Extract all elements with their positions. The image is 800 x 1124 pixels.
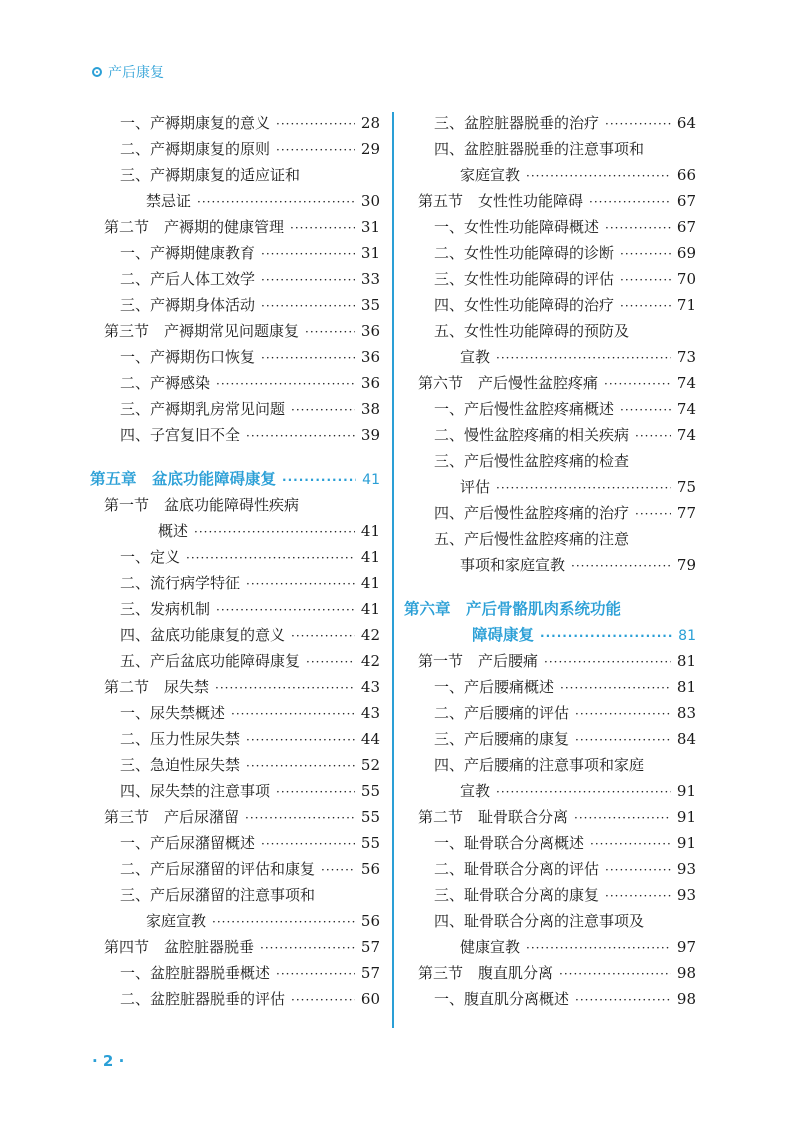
toc-entry-title: 第六节 产后慢性盆腔疼痛 — [418, 374, 599, 392]
toc-entry-title: 概述 — [158, 522, 189, 540]
toc-entry[interactable] — [90, 856, 380, 882]
toc-page-number: 43 — [360, 678, 380, 696]
toc-page-number: 36 — [360, 322, 380, 340]
toc-page-number: 41 — [360, 522, 380, 540]
toc-entry[interactable] — [90, 934, 380, 960]
toc-entry-title: 三、女性性功能障碍的评估 — [434, 270, 615, 288]
dot-leader — [305, 319, 355, 345]
section-gap — [404, 578, 696, 596]
toc-entry-title: 健康宣教 — [460, 938, 521, 956]
toc-entry-title: 家庭宣教 — [460, 166, 521, 184]
dot-leader — [496, 475, 671, 501]
toc-entry-title: 三、产褥期乳房常见问题 — [120, 400, 286, 418]
toc-entry-title: 三、产后尿潴留的注意事项和 — [120, 886, 316, 904]
toc-page-number: 36 — [360, 348, 380, 366]
toc-entry-title: 禁忌证 — [146, 192, 192, 210]
dot-leader — [246, 423, 355, 449]
dot-leader — [559, 961, 671, 987]
toc-entry-title: 一、产褥期康复的意义 — [120, 114, 271, 132]
dot-leader — [605, 857, 671, 883]
toc-entry[interactable] — [404, 188, 696, 214]
toc-entry[interactable] — [90, 622, 380, 648]
dot-leader — [261, 293, 355, 319]
toc-entry-title: 二、压力性尿失禁 — [120, 730, 241, 748]
toc-entry-title: 二、产后腰痛的评估 — [434, 704, 570, 722]
toc-entry-title: 一、产后尿潴留概述 — [120, 834, 256, 852]
toc-entry-title: 第一节 产后腰痛 — [418, 652, 539, 670]
toc-page-number: 44 — [360, 730, 380, 748]
toc-entry[interactable] — [90, 136, 380, 162]
toc-entry[interactable] — [404, 934, 696, 960]
toc-page-number: 83 — [676, 704, 696, 722]
toc-entry-title: 三、产后慢性盆腔疼痛的检查 — [434, 452, 630, 470]
toc-entry[interactable] — [90, 726, 380, 752]
toc-page-number: 41 — [362, 472, 380, 488]
toc-page-number: 36 — [360, 374, 380, 392]
toc-entry-title: 第五章 盆底功能障碍康复 — [90, 470, 277, 488]
dot-leader — [231, 701, 355, 727]
toc-entry[interactable] — [90, 240, 380, 266]
toc-entry[interactable] — [404, 110, 696, 136]
toc-entry-title: 一、女性性功能障碍概述 — [434, 218, 600, 236]
toc-entry[interactable] — [404, 830, 696, 856]
toc-page-number: 81 — [676, 652, 696, 670]
toc-entry-title: 四、盆腔脏器脱垂的注意事项和 — [434, 140, 645, 158]
toc-entry-title: 四、产后慢性盆腔疼痛的治疗 — [434, 504, 630, 522]
toc-chapter-entry[interactable] — [404, 596, 696, 622]
toc-entry[interactable] — [404, 526, 696, 552]
dot-leader — [620, 397, 671, 423]
toc-page-number: 29 — [360, 140, 380, 158]
toc-entry-title: 第二节 产褥期的健康管理 — [104, 218, 285, 236]
toc-page-number: 84 — [676, 730, 696, 748]
toc-entry-title: 四、子宫复旧不全 — [120, 426, 241, 444]
page-number: · 2 · — [92, 1052, 125, 1070]
dot-leader — [261, 241, 355, 267]
dot-leader — [212, 909, 355, 935]
toc-page-number: 75 — [676, 478, 696, 496]
dot-leader — [605, 883, 671, 909]
dot-leader — [574, 805, 671, 831]
dot-leader — [575, 701, 671, 727]
toc-entry-title: 第一节 盆底功能障碍性疾病 — [104, 496, 300, 514]
toc-entry[interactable] — [90, 778, 380, 804]
dot-leader — [276, 779, 355, 805]
toc-entry-title: 二、产褥期康复的原则 — [120, 140, 271, 158]
dot-leader — [246, 571, 355, 597]
toc-entry[interactable] — [90, 570, 380, 596]
dot-leader — [197, 189, 355, 215]
toc-entry-title: 三、产后腰痛的康复 — [434, 730, 570, 748]
toc-entry-title: 第三节 产后尿潴留 — [104, 808, 240, 826]
dot-leader — [261, 267, 355, 293]
toc-chapter-entry[interactable] — [404, 622, 696, 648]
toc-entry[interactable] — [404, 752, 696, 778]
dot-leader — [575, 727, 671, 753]
toc-page-number: 98 — [676, 990, 696, 1008]
dot-leader — [246, 727, 355, 753]
dot-leader — [526, 935, 671, 961]
toc-entry-title: 三、急迫性尿失禁 — [120, 756, 241, 774]
toc-entry-title: 二、耻骨联合分离的评估 — [434, 860, 600, 878]
toc-entry-title: 四、盆底功能康复的意义 — [120, 626, 286, 644]
section-gap — [90, 448, 380, 466]
toc-entry[interactable] — [404, 500, 696, 526]
toc-entry-title: 一、定义 — [120, 548, 181, 566]
toc-entry-title: 一、盆腔脏器脱垂概述 — [120, 964, 271, 982]
toc-page-number: 55 — [360, 782, 380, 800]
toc-page-number: 35 — [360, 296, 380, 314]
toc-entry-title: 三、产褥期身体活动 — [120, 296, 256, 314]
toc-entry[interactable] — [404, 882, 696, 908]
toc-page-number: 77 — [676, 504, 696, 522]
toc-page-number: 74 — [676, 426, 696, 444]
toc-entry[interactable] — [90, 752, 380, 778]
toc-entry-title: 家庭宣教 — [146, 912, 207, 930]
toc-entry[interactable] — [404, 856, 696, 882]
toc-entry[interactable] — [90, 908, 380, 934]
toc-entry-title: 三、产褥期康复的适应证和 — [120, 166, 301, 184]
dot-leader — [246, 753, 355, 779]
toc-page-number: 64 — [676, 114, 696, 132]
toc-page-number: 41 — [360, 548, 380, 566]
toc-page-number: 56 — [360, 860, 380, 878]
toc-entry-title: 一、产后腰痛概述 — [434, 678, 555, 696]
toc-page-number: 57 — [360, 938, 380, 956]
toc-page-number: 97 — [676, 938, 696, 956]
dot-leader — [496, 345, 671, 371]
toc-entry[interactable] — [90, 492, 380, 518]
toc-entry[interactable] — [90, 804, 380, 830]
toc-entry-title: 第三节 腹直肌分离 — [418, 964, 554, 982]
running-header — [92, 62, 164, 82]
toc-page-number: 67 — [676, 218, 696, 236]
dot-leader — [306, 649, 355, 675]
toc-entry-title: 二、女性性功能障碍的诊断 — [434, 244, 615, 262]
dot-leader — [291, 987, 355, 1013]
dot-leader — [261, 831, 355, 857]
toc-entry[interactable] — [90, 344, 380, 370]
toc-page-number: 67 — [676, 192, 696, 210]
dot-leader — [276, 137, 355, 163]
dot-leader — [575, 987, 671, 1013]
toc-entry[interactable] — [404, 674, 696, 700]
toc-page-number: 41 — [360, 600, 380, 618]
toc-page-number: 93 — [676, 886, 696, 904]
toc-entry[interactable] — [404, 804, 696, 830]
toc-page-number: 31 — [360, 218, 380, 236]
toc-entry-title: 一、尿失禁概述 — [120, 704, 226, 722]
toc-entry-title: 二、流行病学特征 — [120, 574, 241, 592]
toc-entry-title: 宣教 — [460, 782, 491, 800]
toc-entry-title: 第二节 尿失禁 — [104, 678, 210, 696]
toc-entry-title: 二、产后尿潴留的评估和康复 — [120, 860, 316, 878]
toc-entry-title: 五、女性性功能障碍的预防及 — [434, 322, 630, 340]
toc-entry-title: 四、耻骨联合分离的注意事项及 — [434, 912, 645, 930]
dot-leader — [216, 597, 355, 623]
toc-page-number: 81 — [678, 628, 696, 644]
header-title: 产后康复 — [108, 65, 164, 81]
toc-chapter-entry[interactable] — [90, 466, 380, 492]
toc-entry-title: 第三节 产褥期常见问题康复 — [104, 322, 300, 340]
dot-leader — [276, 111, 355, 137]
toc-entry-title: 四、尿失禁的注意事项 — [120, 782, 271, 800]
dot-leader — [282, 467, 356, 493]
toc-entry[interactable] — [90, 318, 380, 344]
toc-entry[interactable] — [90, 188, 380, 214]
toc-page-number: 70 — [676, 270, 696, 288]
toc-page-number: 43 — [360, 704, 380, 722]
toc-entry[interactable] — [90, 422, 380, 448]
toc-entry[interactable] — [404, 162, 696, 188]
toc-entry-title: 五、产后慢性盆腔疼痛的注意 — [434, 530, 630, 548]
dot-leader — [544, 649, 671, 675]
toc-entry-title: 四、产后腰痛的注意事项和家庭 — [434, 756, 645, 774]
toc-page-number: 31 — [360, 244, 380, 262]
toc-page-number: 52 — [360, 756, 380, 774]
toc-entry-title: 二、产褥感染 — [120, 374, 211, 392]
toc-entry[interactable] — [90, 396, 380, 422]
toc-page-number: 74 — [676, 374, 696, 392]
dot-leader — [290, 215, 355, 241]
dot-leader — [194, 519, 355, 545]
toc-page-number: 73 — [676, 348, 696, 366]
toc-page-number: 56 — [360, 912, 380, 930]
toc-page-number: 93 — [676, 860, 696, 878]
dot-leader — [526, 163, 671, 189]
toc-page-number: 41 — [360, 574, 380, 592]
toc-entry-title: 三、耻骨联合分离的康复 — [434, 886, 600, 904]
toc-entry[interactable] — [404, 726, 696, 752]
dot-leader — [589, 189, 671, 215]
toc-entry[interactable] — [404, 552, 696, 578]
toc-entry[interactable] — [90, 214, 380, 240]
toc-page-number: 81 — [676, 678, 696, 696]
toc-entry-title: 宣教 — [460, 348, 491, 366]
circle-bullet-icon — [92, 67, 102, 77]
column-divider — [392, 112, 394, 1028]
toc-page-number: 66 — [676, 166, 696, 184]
dot-leader — [560, 675, 671, 701]
dot-leader — [620, 267, 671, 293]
toc-entry-title: 第五节 女性性功能障碍 — [418, 192, 584, 210]
toc-entry[interactable] — [90, 882, 380, 908]
toc-entry-title: 评估 — [460, 478, 491, 496]
toc-page-number: 74 — [676, 400, 696, 418]
toc-entry[interactable] — [404, 136, 696, 162]
dot-leader — [605, 111, 671, 137]
toc-page-number: 71 — [676, 296, 696, 314]
toc-entry-title: 二、盆腔脏器脱垂的评估 — [120, 990, 286, 1008]
dot-leader — [635, 423, 671, 449]
toc-page-number: 91 — [676, 834, 696, 852]
dot-leader — [291, 623, 355, 649]
dot-leader — [605, 215, 671, 241]
dot-leader — [635, 501, 671, 527]
toc-entry[interactable] — [404, 292, 696, 318]
dot-leader — [590, 831, 671, 857]
toc-entry-title: 四、女性性功能障碍的治疗 — [434, 296, 615, 314]
toc-entry[interactable] — [404, 370, 696, 396]
toc-entry[interactable] — [90, 370, 380, 396]
dot-leader — [620, 241, 671, 267]
toc-entry-title: 一、耻骨联合分离概述 — [434, 834, 585, 852]
dot-leader — [571, 553, 671, 579]
dot-leader — [216, 371, 355, 397]
toc-page-number: 28 — [360, 114, 380, 132]
toc-left-column — [90, 110, 380, 1012]
toc-entry[interactable] — [90, 700, 380, 726]
toc-entry[interactable] — [90, 518, 380, 544]
toc-page-number: 69 — [676, 244, 696, 262]
toc-entry[interactable] — [90, 292, 380, 318]
toc-entry[interactable] — [90, 648, 380, 674]
toc-entry-title: 一、产褥期健康教育 — [120, 244, 256, 262]
toc-entry-title: 事项和家庭宣教 — [460, 556, 566, 574]
dot-leader — [261, 345, 355, 371]
toc-entry[interactable] — [404, 778, 696, 804]
toc-right-column — [404, 110, 696, 1012]
dot-leader — [540, 623, 672, 649]
toc-page-number: 60 — [360, 990, 380, 1008]
toc-page-number: 42 — [360, 626, 380, 644]
toc-page-number: 38 — [360, 400, 380, 418]
dot-leader — [496, 779, 671, 805]
dot-leader — [260, 935, 355, 961]
toc-page-number: 55 — [360, 834, 380, 852]
toc-entry[interactable] — [404, 266, 696, 292]
toc-page-number: 98 — [676, 964, 696, 982]
toc-entry[interactable] — [404, 986, 696, 1012]
toc-entry[interactable] — [404, 908, 696, 934]
toc-entry-title: 第六章 产后骨骼肌肉系统功能 — [404, 600, 622, 618]
dot-leader — [604, 371, 671, 397]
toc-entry-title: 第四节 盆腔脏器脱垂 — [104, 938, 255, 956]
toc-entry-title: 三、盆腔脏器脱垂的治疗 — [434, 114, 600, 132]
toc-entry-title: 一、腹直肌分离概述 — [434, 990, 570, 1008]
toc-entry-title: 一、产褥期伤口恢复 — [120, 348, 256, 366]
toc-entry[interactable] — [404, 448, 696, 474]
toc-entry[interactable] — [90, 162, 380, 188]
toc-page-number: 42 — [360, 652, 380, 670]
toc-entry[interactable] — [90, 110, 380, 136]
toc-entry[interactable] — [90, 544, 380, 570]
toc-entry-title: 障碍康复 — [472, 626, 535, 644]
toc-entry[interactable] — [404, 422, 696, 448]
toc-entry[interactable] — [404, 318, 696, 344]
toc-entry-title: 五、产后盆底功能障碍康复 — [120, 652, 301, 670]
toc-entry[interactable] — [90, 266, 380, 292]
toc-entry[interactable] — [90, 830, 380, 856]
toc-entry-title: 第二节 耻骨联合分离 — [418, 808, 569, 826]
toc-entry[interactable] — [404, 344, 696, 370]
toc-entry[interactable] — [404, 700, 696, 726]
dot-leader — [291, 397, 355, 423]
dot-leader — [321, 857, 355, 883]
toc-page-number: 30 — [360, 192, 380, 210]
toc-page-number: 91 — [676, 782, 696, 800]
toc-page-number: 91 — [676, 808, 696, 826]
dot-leader — [245, 805, 355, 831]
toc-page-number: 57 — [360, 964, 380, 982]
dot-leader — [276, 961, 355, 987]
toc-entry[interactable] — [404, 214, 696, 240]
toc-page-number: 55 — [360, 808, 380, 826]
toc-page-number: 79 — [676, 556, 696, 574]
toc-page-number: 33 — [360, 270, 380, 288]
toc-entry-title: 二、产后人体工效学 — [120, 270, 256, 288]
toc-entry[interactable] — [90, 596, 380, 622]
toc-page-number: 39 — [360, 426, 380, 444]
toc-entry-title: 三、发病机制 — [120, 600, 211, 618]
toc-entry-title: 一、产后慢性盆腔疼痛概述 — [434, 400, 615, 418]
dot-leader — [186, 545, 355, 571]
toc-entry[interactable] — [90, 960, 380, 986]
dot-leader — [215, 675, 355, 701]
toc-entry[interactable] — [404, 474, 696, 500]
toc-entry[interactable] — [404, 396, 696, 422]
toc-entry[interactable] — [404, 960, 696, 986]
toc-entry-title: 二、慢性盆腔疼痛的相关疾病 — [434, 426, 630, 444]
toc-entry[interactable] — [404, 648, 696, 674]
toc-entry[interactable] — [404, 240, 696, 266]
toc-entry[interactable] — [90, 674, 380, 700]
dot-leader — [620, 293, 671, 319]
toc-entry[interactable] — [90, 986, 380, 1012]
